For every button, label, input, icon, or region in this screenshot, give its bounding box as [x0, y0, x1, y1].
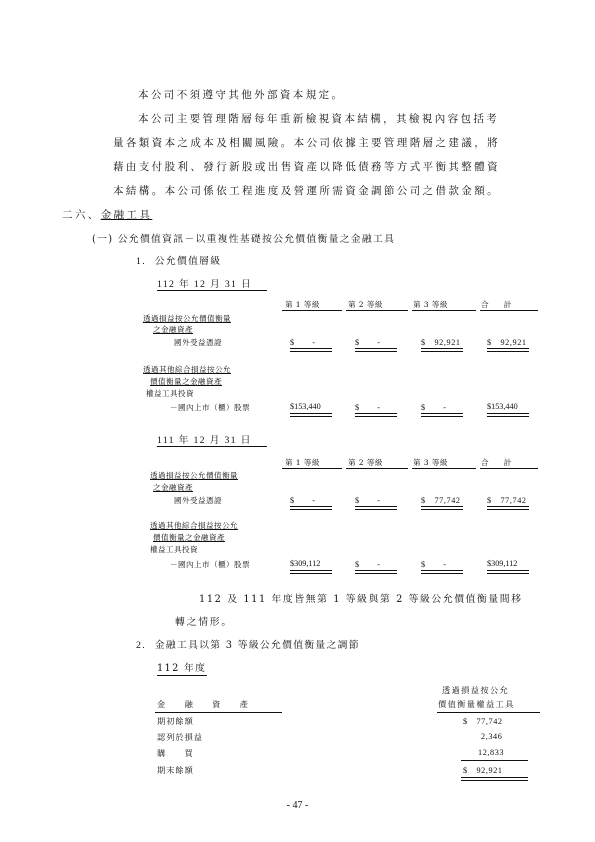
recon-row-value: $ 92,921 — [463, 766, 503, 775]
section-prefix: 二六、 — [62, 209, 101, 221]
table-111-group1-row-label: 國外受益憑證 — [174, 496, 222, 505]
table-112-g1-total: $ 92,921 — [487, 338, 527, 347]
table-112-g2-total: $153,440 — [487, 402, 518, 411]
transfer-note-line1: 112 及 111 年度皆無第 1 等級與第 2 等級公允價值衡量間移 — [199, 594, 523, 605]
table-112-header-level2: 第 2 等級 — [348, 300, 383, 309]
table-112-date: 112 年 12 月 31 日 — [157, 279, 253, 290]
recon-row-value: 12,833 — [478, 748, 505, 757]
hdr-rule — [282, 468, 342, 469]
table-112-group1-row-label: 國外受益憑證 — [174, 338, 222, 347]
paragraph-capital-line3: 藉由支付股利、發行新股或出售資產以降低債務等方式平衡其整體資 — [113, 161, 500, 173]
recon-row-head-underline — [155, 712, 282, 713]
table-111-g2-level3: $ - — [421, 560, 447, 569]
double-underline — [487, 413, 529, 417]
double-underline — [421, 413, 463, 417]
item-2-number: 2. — [136, 640, 146, 651]
double-underline — [290, 348, 332, 352]
recon-col-head-1: 透過損益按公允 — [442, 685, 510, 695]
double-underline — [355, 570, 397, 574]
table-111-g2-level1: $309,112 — [290, 559, 321, 568]
page-number: - 47 - — [286, 800, 309, 811]
table-112-header-level3: 第 3 等級 — [413, 300, 448, 309]
table-112-header-total: 合 計 — [481, 300, 512, 309]
table-111-g2-level2: $ - — [355, 560, 381, 569]
double-underline — [421, 570, 463, 574]
table-112-group1-label-a: 透過損益按公允價值衡量 — [143, 314, 231, 323]
item-2-heading — [136, 637, 360, 651]
table-112-g2-level2: $ - — [355, 403, 381, 412]
hdr-rule — [282, 310, 342, 311]
table-112-group2-row-label: －國內上市（櫃）股票 — [170, 403, 250, 412]
table-111-group2-label-c: 權益工具投資 — [150, 545, 198, 554]
table-111-header-level3: 第 3 等級 — [413, 458, 448, 467]
paragraph-capital-rules: 本公司不須遵守其他外部資本規定。 — [138, 89, 345, 101]
table-111-g2-total: $309,112 — [487, 559, 518, 568]
section-heading — [62, 207, 152, 222]
subsection-heading: (一) 公允價值資訊－以重複性基礎按公允價值衡量之金融工具 — [92, 234, 396, 245]
recon-year: 112 年度 — [157, 663, 207, 674]
paragraph-capital-line2: 量各類資本之成本及相關風險。本公司依據主要管理階層之建議，將 — [113, 137, 500, 149]
hdr-rule — [346, 310, 408, 311]
paragraph-capital-line1: 本公司主要管理階層每年重新檢視資本結構，其檢視內容包括考 — [138, 113, 500, 125]
recon-col-head-underline — [437, 712, 540, 713]
table-112-group2-label-b: 價值衡量之金融資產 — [150, 377, 222, 386]
hdr-rule — [480, 310, 538, 311]
recon-row-label: 認列於損益 — [157, 732, 203, 742]
table-112-date-underline — [157, 290, 267, 291]
table-112-g2-level3: $ - — [421, 403, 447, 412]
table-111-header-level2: 第 2 等級 — [348, 458, 383, 467]
double-underline — [290, 506, 332, 510]
table-112-g1-level1: $ - — [290, 338, 316, 347]
table-111-date-underline — [157, 446, 267, 447]
recon-year-underline — [157, 675, 207, 676]
recon-row-label: 購 買 — [157, 748, 194, 758]
section-title: 金融工具 — [100, 209, 153, 221]
recon-row-label: 期末餘額 — [157, 765, 194, 775]
table-111-g1-level3: $ 77,742 — [421, 496, 461, 505]
recon-total-double-underline — [461, 777, 528, 781]
table-112-g1-level3: $ 92,921 — [421, 338, 461, 347]
recon-row-head: 金 融 資 產 — [157, 699, 249, 709]
paragraph-capital-line4: 本結構。本公司係依工程進度及營運所需資金調節公司之借款金額。 — [113, 185, 500, 197]
table-112-group2-label-c: 權益工具投資 — [146, 389, 194, 398]
table-111-header-total: 合 計 — [481, 458, 512, 467]
item-1-heading — [136, 253, 221, 267]
double-underline — [355, 413, 397, 417]
item-1-number: 1. — [136, 256, 146, 267]
double-underline — [421, 506, 463, 510]
table-111-date: 111 年 12 月 31 日 — [157, 435, 252, 446]
recon-col-head-2: 價值衡量權益工具 — [438, 699, 515, 709]
double-underline — [487, 570, 529, 574]
recon-row-value: 2,346 — [481, 732, 503, 741]
recon-subtotal-underline — [461, 760, 528, 761]
table-111-g1-total: $ 77,742 — [487, 496, 527, 505]
table-112-group1-label-b: 之金融資產 — [153, 325, 193, 334]
hdr-rule — [346, 468, 408, 469]
table-111-header-level1: 第 1 等級 — [285, 458, 320, 467]
recon-row-label: 期初餘額 — [157, 716, 194, 726]
double-underline — [487, 348, 529, 352]
table-112-header-level1: 第 1 等級 — [285, 300, 320, 309]
table-111-g1-level1: $ - — [290, 496, 316, 505]
double-underline — [421, 348, 463, 352]
table-111-group2-label-a: 透過其他綜合損益按公允 — [150, 521, 238, 530]
hdr-rule — [412, 310, 476, 311]
table-111-g1-level2: $ - — [355, 496, 381, 505]
table-111-group2-row-label: －國內上市（櫃）股票 — [170, 560, 250, 569]
double-underline — [355, 348, 397, 352]
double-underline — [290, 413, 332, 417]
table-112-g2-level1: $153,440 — [290, 402, 321, 411]
hdr-rule — [480, 468, 538, 469]
double-underline — [355, 506, 397, 510]
double-underline — [290, 570, 332, 574]
table-111-group2-label-b: 價值衡量之金融資產 — [153, 533, 225, 542]
hdr-rule — [412, 468, 476, 469]
item-1-title: 公允價值層級 — [154, 256, 222, 267]
transfer-note-line2: 轉之情形。 — [175, 617, 233, 628]
table-112-group2-label-a: 透過其他綜合損益按公允 — [143, 365, 231, 374]
table-111-group1-label-b: 之金融資產 — [153, 483, 193, 492]
double-underline — [487, 506, 529, 510]
recon-row-value: $ 77,742 — [463, 717, 503, 726]
item-2-title: 金融工具以第 3 等級公允價值衡量之調節 — [154, 640, 360, 651]
table-111-group1-label-a: 透過損益按公允價值衡量 — [150, 471, 238, 480]
table-112-g1-level2: $ - — [355, 338, 381, 347]
